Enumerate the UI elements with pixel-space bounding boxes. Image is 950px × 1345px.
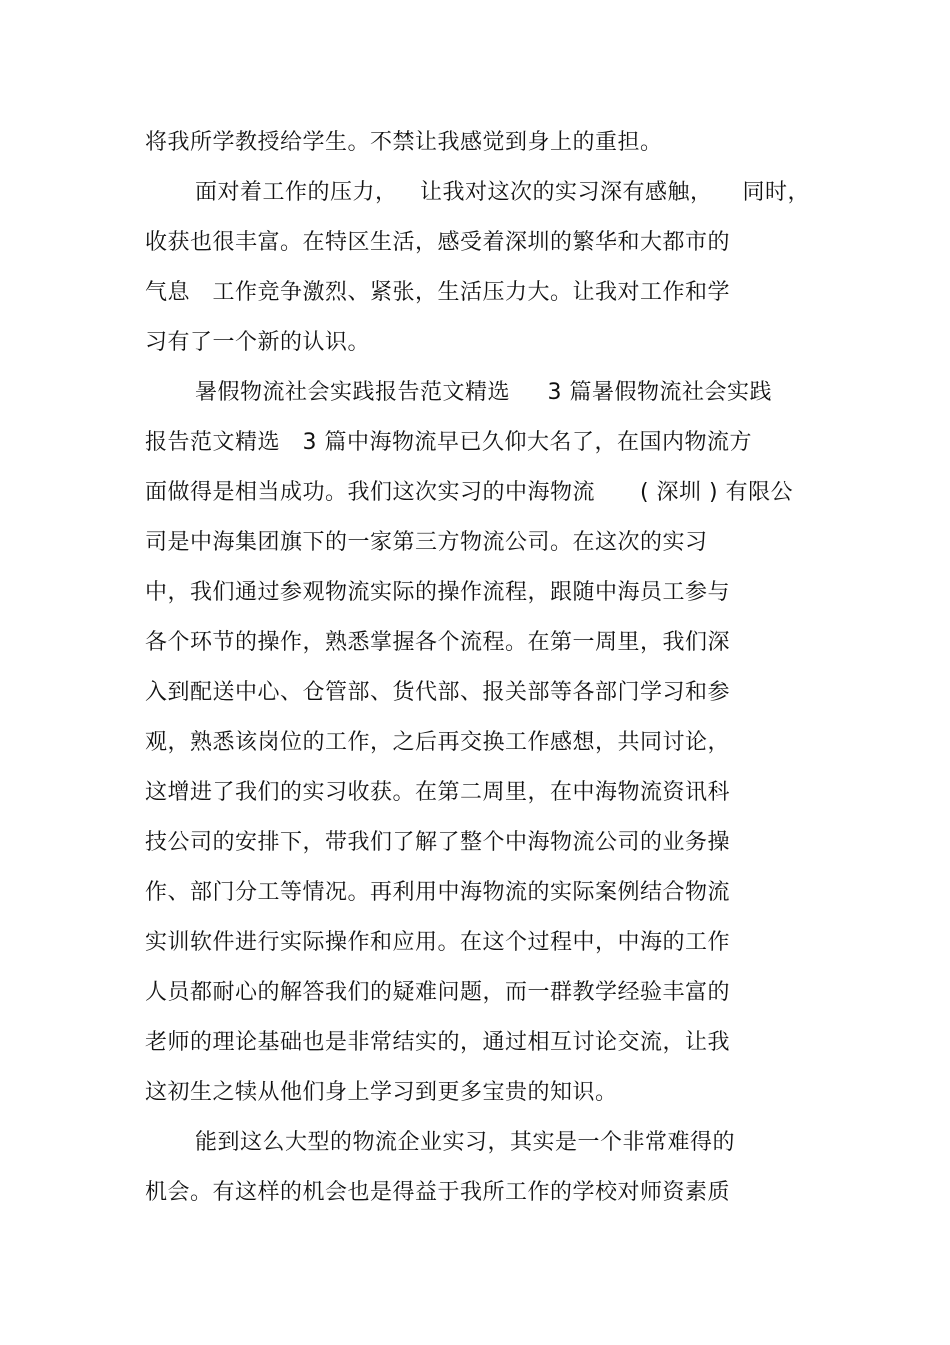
text-line: 技公司的安排下，带我们了解了整个中海物流公司的业务操 xyxy=(145,830,731,855)
text-line: 气息 工作竞争激烈、紧张，生活压力大。让我对工作和学 xyxy=(145,280,730,305)
text-line: 能到这么大型的物流企业实习，其实是一个非常难得的 xyxy=(195,1130,736,1155)
text-line: 这初生之犊从他们身上学习到更多宝贵的知识。 xyxy=(145,1080,618,1105)
text-line: 报告范文精选 3 篇中海物流早已久仰大名了，在国内物流方 xyxy=(145,430,752,455)
text-line: 面对着工作的压力， 让我对这次的实习深有感触， 同时， xyxy=(195,180,810,205)
text-line: 观，熟悉该岗位的工作，之后再交换工作感想，共同讨论， xyxy=(145,730,731,755)
text-line: 各个环节的操作，熟悉掌握各个流程。在第一周里，我们深 xyxy=(145,630,731,655)
text-line: 机会。有这样的机会也是得益于我所工作的学校对师资素质 xyxy=(145,1180,731,1205)
text-line: 习有了一个新的认识。 xyxy=(145,330,371,355)
text-line: 实训软件进行实际操作和应用。在这个过程中，中海的工作 xyxy=(145,930,731,955)
text-line: 入到配送中心、仓管部、货代部、报关部等各部门学习和参 xyxy=(145,680,731,705)
text-line: 暑假物流社会实践报告范文精选 3 篇暑假物流社会实践 xyxy=(195,380,772,405)
text-line: 将我所学教授给学生。不禁让我感觉到身上的重担。 xyxy=(145,130,663,155)
text-line: 这增进了我们的实习收获。在第二周里，在中海物流资讯科 xyxy=(145,780,731,805)
text-line: 老师的理论基础也是非常结实的，通过相互讨论交流，让我 xyxy=(145,1030,731,1055)
text-line: 司是中海集团旗下的一家第三方物流公司。在这次的实习 xyxy=(145,530,708,555)
text-line: 收获也很丰富。在特区生活，感受着深圳的繁华和大都市的 xyxy=(145,230,731,255)
text-line: 中，我们通过参观物流实际的操作流程，跟随中海员工参与 xyxy=(145,580,731,605)
text-line: 作、部门分工等情况。再利用中海物流的实际案例结合物流 xyxy=(145,880,731,905)
text-line: 面做得是相当成功。我们这次实习的中海物流 ( 深圳 ) 有限公 xyxy=(145,480,794,505)
text-line: 人员都耐心的解答我们的疑难问题，而一群教学经验丰富的 xyxy=(145,980,731,1005)
